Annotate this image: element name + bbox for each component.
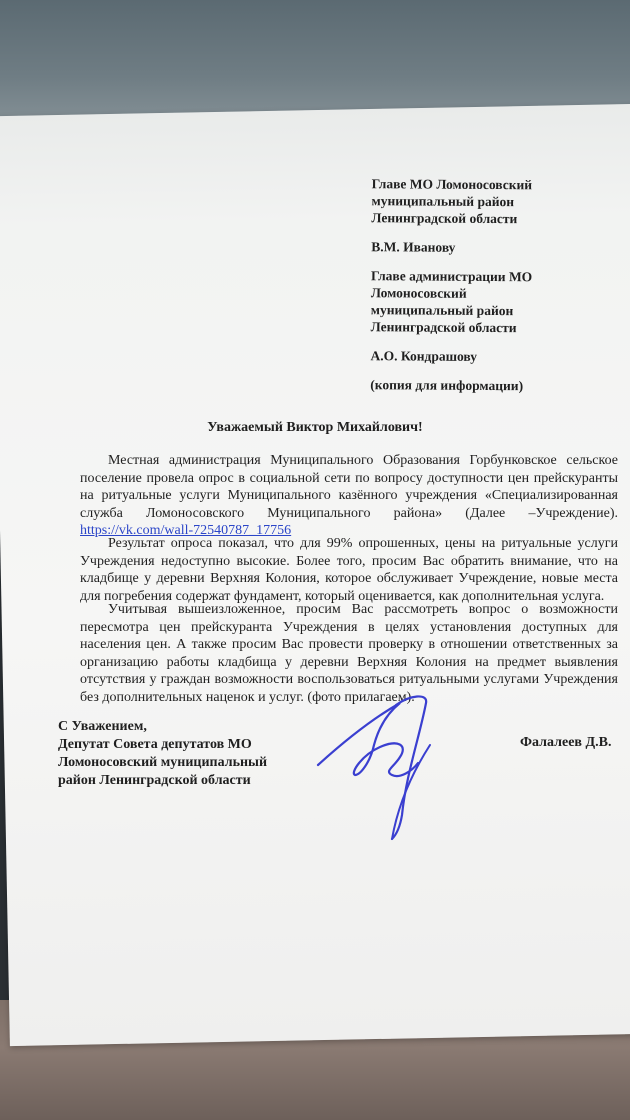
recipient-name: В.М. Иванову	[371, 239, 456, 255]
vk-link[interactable]: https://vk.com/wall-72540787_17756	[80, 523, 292, 539]
paragraph-3: Учитывая вышеизложенное, просим Вас рассмотреть вопрос о возможности пересмотра цен прейскуранта Учреждения в целях установления доступных для населения цен. А также просим Вас провести проверку в отношении ответственных за организацию работы кладбища у деревни Верхняя Колония на предмет выявления отсутствия у граждан возможности воспользоваться ритуальными услугами Учреждения без дополнительных наценок и услуг. (фото прилагаем).	[80, 602, 618, 705]
paragraph-1	[80, 452, 618, 540]
recipient-name: А.О. Кондрашову	[370, 348, 478, 364]
recipient-line: Ленинградской области	[370, 319, 517, 336]
recipient-line: Главе администрации МО	[371, 268, 533, 285]
recipient-line: Главе МО Ломоносовский	[371, 176, 533, 193]
recipient-line: муниципальный район	[370, 302, 514, 319]
paragraph-1-text: Местная администрация Муниципального Образования Горбунковское сельское поселение провела опрос в социальной сети по вопросу доступности цен прейскуранты на ритуальные услуги Муниципального казённого учреждения «Специализированная служба Ломоносовского Муниципального района» (Далее –Учреждение).	[80, 453, 618, 521]
signature-stroke	[318, 703, 418, 776]
recipient-line: муниципальный район	[371, 193, 515, 210]
handwritten-signature	[300, 675, 460, 845]
closing-line: Депутат Совета депутатов МО	[58, 737, 252, 752]
copy-note: (копия для информации)	[370, 377, 524, 394]
paragraph-2: Результат опроса показал, что для 99% опрошенных, цены на ритуальные услуги Учреждения недоступно высокие. Более того, просим Вас обратить внимание, что на кладбище у деревни Верхняя Колония, которое обслуживает Учреждение, новые места для погребения содержат фундамент, который оценивается, как дополнительная услуга.	[80, 536, 618, 604]
closing-line: район Ленинградской области	[58, 773, 251, 788]
recipient-line: Ломоносовский	[370, 285, 467, 301]
salutation: Уважаемый Виктор Михайлович!	[207, 420, 423, 435]
closing-line: С Уважением,	[58, 719, 147, 734]
closing-block	[58, 718, 288, 790]
recipient-line: Ленинградской области	[371, 210, 518, 227]
signer-name: Фалалеев Д.В.	[520, 735, 612, 750]
recipient-block	[370, 175, 602, 395]
closing-line: Ломоносовский муниципальный	[58, 755, 268, 770]
